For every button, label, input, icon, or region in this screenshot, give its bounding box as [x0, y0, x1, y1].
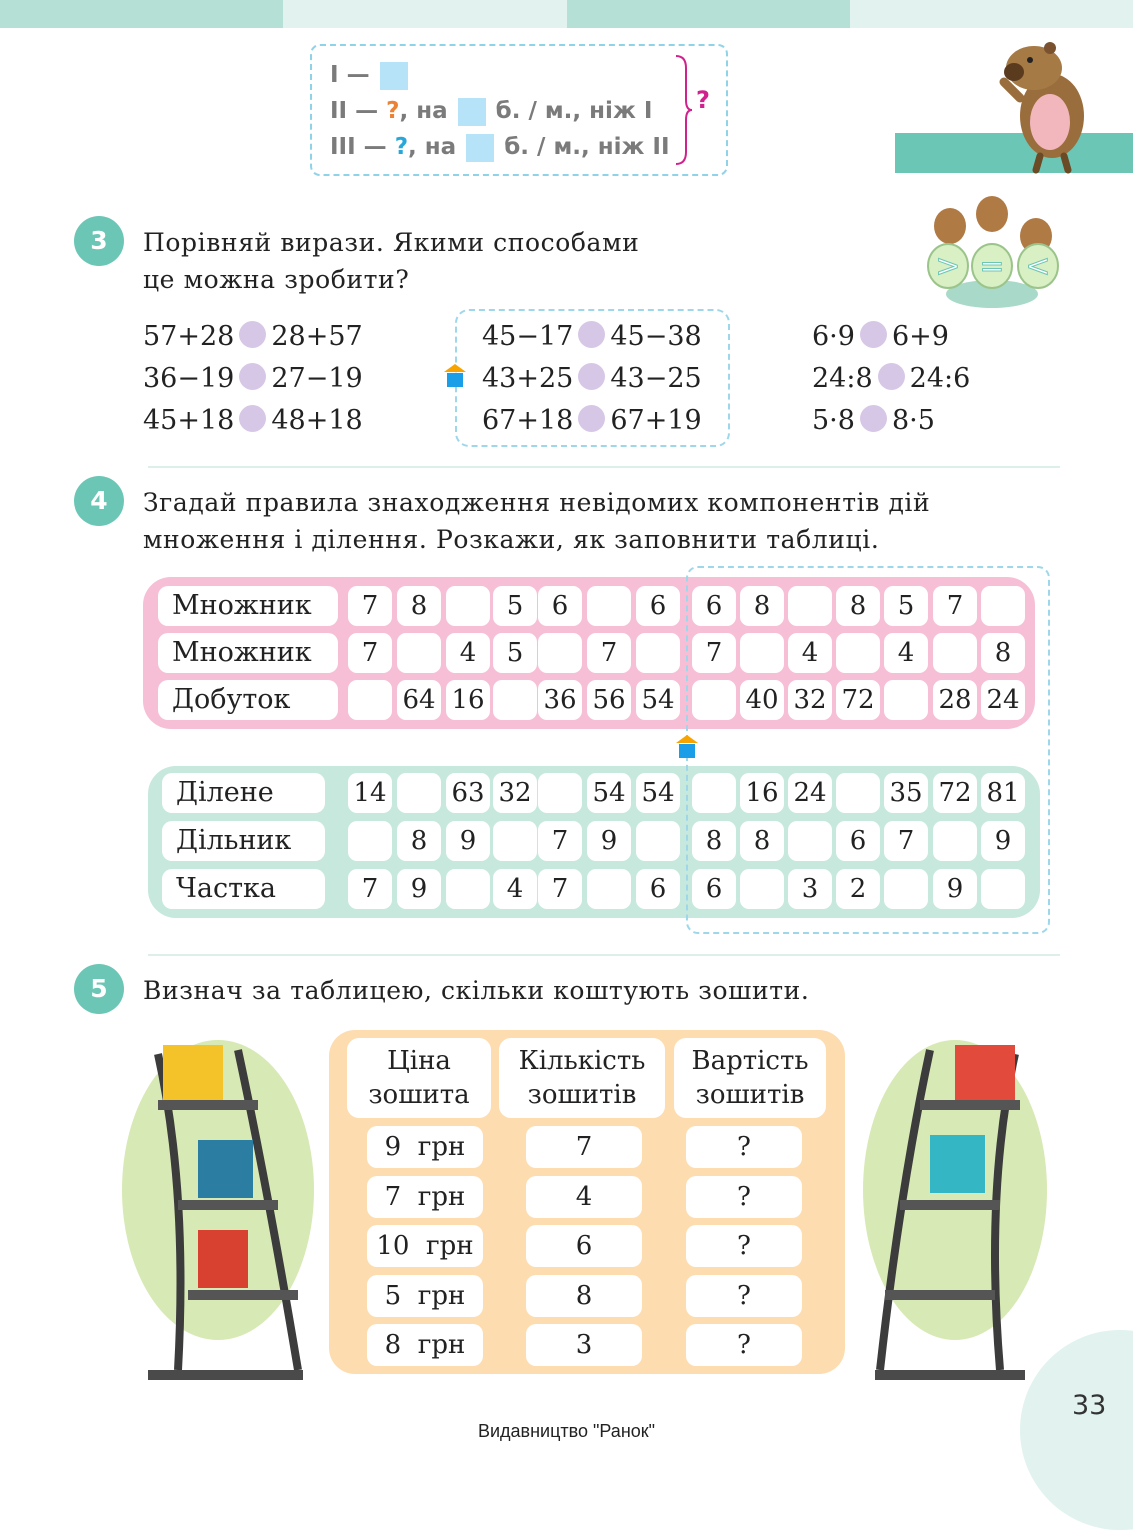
- multiplication-cell[interactable]: [587, 586, 631, 626]
- multiplication-cell: 36: [538, 680, 582, 720]
- multiplication-cell: 8: [740, 586, 784, 626]
- multiplication-row-label: Множник: [158, 633, 338, 673]
- division-cell: 14: [348, 773, 392, 813]
- multiplication-cell[interactable]: [933, 633, 977, 673]
- expression-right: 28+57: [271, 321, 363, 352]
- multiplication-cell[interactable]: [740, 633, 784, 673]
- multiplication-cell: 5: [884, 586, 928, 626]
- division-cell[interactable]: [692, 773, 736, 813]
- cost-answer-cell[interactable]: ?: [686, 1225, 802, 1267]
- blank-square: [380, 62, 408, 90]
- multiplication-row-label: Множник: [158, 586, 338, 626]
- multiplication-cell: 7: [587, 633, 631, 673]
- scheme-line-1: [330, 60, 410, 90]
- comparison-circle[interactable]: [239, 321, 266, 348]
- division-cell: 35: [884, 773, 928, 813]
- section-divider: [148, 954, 1060, 956]
- division-cell: 9: [981, 821, 1025, 861]
- header-line: Ціна: [387, 1046, 451, 1076]
- division-cell: 7: [348, 869, 392, 909]
- expression-right: 24:6: [909, 363, 971, 394]
- top-bar-segment-2: [283, 0, 567, 28]
- multiplication-cell: 5: [493, 586, 537, 626]
- multiplication-cell: 8: [397, 586, 441, 626]
- division-cell: 7: [538, 869, 582, 909]
- division-cell: 24: [788, 773, 832, 813]
- multiplication-cell[interactable]: [692, 680, 736, 720]
- scheme-line-3-tail: б. / м., ніж II: [504, 134, 670, 160]
- comparison-row: [812, 318, 949, 356]
- notebook-shelf-left-icon: [118, 1040, 318, 1385]
- price-table-cell: 7: [526, 1126, 642, 1168]
- notebook-shelf-right-icon: [860, 1040, 1050, 1385]
- comparison-circle[interactable]: [860, 405, 887, 432]
- multiplication-cell[interactable]: [884, 680, 928, 720]
- price-table-cell: 6: [526, 1225, 642, 1267]
- condition-scheme: [310, 44, 728, 176]
- multiplication-cell: 4: [884, 633, 928, 673]
- multiplication-cell[interactable]: [981, 586, 1025, 626]
- multiplication-cell: 72: [836, 680, 880, 720]
- multiplication-cell: 7: [348, 586, 392, 626]
- division-cell: 32: [493, 773, 537, 813]
- multiplication-cell: 40: [740, 680, 784, 720]
- division-cell: 6: [692, 869, 736, 909]
- multiplication-cell: 7: [933, 586, 977, 626]
- publisher-footer: Видавництво "Ранок": [477, 1421, 656, 1441]
- expression-left: 67+18: [482, 405, 574, 436]
- task-number-4: 4: [74, 476, 124, 526]
- division-cell[interactable]: [348, 821, 392, 861]
- scheme-line-2-label: II —: [330, 98, 379, 124]
- expression-left: 5·8: [812, 405, 855, 436]
- division-cell: 72: [933, 773, 977, 813]
- multiplication-cell[interactable]: [397, 633, 441, 673]
- comparison-row: [143, 318, 363, 356]
- expression-right: 8·5: [891, 405, 935, 436]
- division-cell[interactable]: [884, 869, 928, 909]
- multiplication-cell[interactable]: [538, 633, 582, 673]
- division-cell: 54: [636, 773, 680, 813]
- comparison-signs-mascot-icon: [920, 196, 1070, 311]
- price-table-cell: 4: [526, 1176, 642, 1218]
- header-line: Кількість: [518, 1046, 646, 1076]
- division-cell[interactable]: [788, 821, 832, 861]
- multiplication-cell[interactable]: [493, 680, 537, 720]
- division-cell[interactable]: [933, 821, 977, 861]
- division-cell: 81: [981, 773, 1025, 813]
- multiplication-row-label: Добуток: [158, 680, 338, 720]
- price-table-header: [499, 1038, 665, 1118]
- comparison-circle[interactable]: [239, 405, 266, 432]
- comparison-row: [812, 360, 970, 398]
- scheme-line-3: [330, 132, 670, 162]
- division-cell[interactable]: [740, 869, 784, 909]
- expression-right: 43−25: [610, 363, 702, 394]
- brace-icon: [674, 54, 694, 166]
- expression-left: 6·9: [812, 321, 855, 352]
- sign-equals: =: [979, 249, 1005, 284]
- task-4-text-line-1: Згадай правила знаходження невідомих компонентів дій: [143, 488, 931, 517]
- cost-answer-cell[interactable]: ?: [686, 1275, 802, 1317]
- expression-left: 43+25: [482, 363, 574, 394]
- section-divider: [148, 466, 1060, 468]
- expression-right: 45−38: [610, 321, 702, 352]
- price-table-cell: 7 грн: [367, 1176, 483, 1218]
- header-line: зошитів: [527, 1080, 637, 1110]
- header-line: зошитів: [695, 1080, 805, 1110]
- division-cell[interactable]: [493, 821, 537, 861]
- dashed-group-box: [455, 309, 730, 447]
- multiplication-cell[interactable]: [788, 586, 832, 626]
- task-5-text: Визнач за таблицею, скільки коштують зошити.: [143, 976, 810, 1005]
- top-bar-segment-3: [567, 0, 850, 28]
- comparison-row: [143, 360, 363, 398]
- scheme-question: ?: [386, 98, 400, 124]
- sign-less: <: [1025, 249, 1051, 284]
- comparison-circle[interactable]: [239, 363, 266, 390]
- division-cell[interactable]: [538, 773, 582, 813]
- task-number-3: 3: [74, 216, 124, 266]
- price-table-header: [674, 1038, 826, 1118]
- price-table-cell: 5 грн: [367, 1275, 483, 1317]
- comparison-circle[interactable]: [860, 321, 887, 348]
- multiplication-cell[interactable]: [636, 633, 680, 673]
- top-bar-segment-4: [850, 0, 1133, 28]
- division-cell: 8: [692, 821, 736, 861]
- header-line: Вартість: [691, 1046, 809, 1076]
- division-cell[interactable]: [587, 869, 631, 909]
- division-cell[interactable]: [446, 869, 490, 909]
- scheme-line-2-tail: б. / м., ніж I: [495, 98, 653, 124]
- comparison-row: [812, 402, 935, 440]
- comparison-circle[interactable]: [878, 363, 905, 390]
- price-table-header: [347, 1038, 491, 1118]
- division-cell[interactable]: [836, 773, 880, 813]
- scheme-total-question: ?: [696, 86, 710, 114]
- blank-square: [458, 98, 486, 126]
- multiplication-cell: 7: [348, 633, 392, 673]
- task-3-text-line-2: це можна зробити?: [143, 265, 410, 294]
- division-cell: 9: [587, 821, 631, 861]
- header-line: зошита: [368, 1080, 470, 1110]
- multiplication-cell: 8: [836, 586, 880, 626]
- scheme-question: ?: [394, 134, 409, 160]
- multiplication-cell: 8: [981, 633, 1025, 673]
- price-table-cell: 8 грн: [367, 1324, 483, 1366]
- price-table-cell: 3: [526, 1324, 642, 1366]
- division-cell[interactable]: [981, 869, 1025, 909]
- house-marker-icon: [444, 364, 466, 388]
- house-marker-icon: [676, 735, 698, 759]
- division-row-label: Дільник: [162, 821, 325, 861]
- expression-right: 48+18: [271, 405, 363, 436]
- division-cell: 6: [836, 821, 880, 861]
- price-table-cell: 9 грн: [367, 1126, 483, 1168]
- task-3-text: [143, 224, 639, 298]
- division-cell: 6: [636, 869, 680, 909]
- expression-left: 57+28: [143, 321, 235, 352]
- task-number-5: 5: [74, 964, 124, 1014]
- scheme-line-2-na: , на: [399, 98, 448, 124]
- division-cell: 54: [587, 773, 631, 813]
- capybara-mascot-icon: [992, 38, 1112, 174]
- division-cell: 2: [836, 869, 880, 909]
- comparison-row: [143, 402, 363, 440]
- multiplication-cell: 6: [636, 586, 680, 626]
- multiplication-cell: 4: [446, 633, 490, 673]
- division-cell: 3: [788, 869, 832, 909]
- cost-answer-cell[interactable]: ?: [686, 1126, 802, 1168]
- price-table-cell: 10 грн: [367, 1225, 483, 1267]
- division-row-label: Частка: [162, 869, 325, 909]
- division-cell[interactable]: [397, 773, 441, 813]
- multiplication-cell: 7: [692, 633, 736, 673]
- expression-right: 27−19: [271, 363, 363, 394]
- cost-answer-cell[interactable]: ?: [686, 1324, 802, 1366]
- top-bar-segment-1: [0, 0, 283, 28]
- division-row-label: Ділене: [162, 773, 325, 813]
- multiplication-cell: 54: [636, 680, 680, 720]
- multiplication-cell: 5: [493, 633, 537, 673]
- scheme-line-2: [330, 96, 652, 126]
- page-number: 33: [1072, 1390, 1107, 1421]
- multiplication-cell: 16: [446, 680, 490, 720]
- division-cell: 7: [538, 821, 582, 861]
- division-cell: 9: [933, 869, 977, 909]
- blank-square: [466, 134, 494, 162]
- division-cell: 9: [446, 821, 490, 861]
- task-3-text-line-1: Порівняй вирази. Якими способами: [143, 228, 640, 257]
- expression-right: 6+9: [891, 321, 949, 352]
- division-cell: 7: [884, 821, 928, 861]
- task-4-text-line-2: множення і ділення. Розкажи, як заповнити таблиці.: [143, 525, 880, 554]
- price-table-cell: 8: [526, 1275, 642, 1317]
- scheme-line-1-text: I —: [330, 62, 370, 88]
- division-cell[interactable]: [636, 821, 680, 861]
- division-cell: 8: [740, 821, 784, 861]
- multiplication-cell: 4: [788, 633, 832, 673]
- task-4-text: [143, 484, 930, 558]
- expression-left: 45+18: [143, 405, 235, 436]
- expression-right: 67+19: [610, 405, 702, 436]
- multiplication-cell: 32: [788, 680, 832, 720]
- division-cell: 63: [446, 773, 490, 813]
- multiplication-cell[interactable]: [348, 680, 392, 720]
- division-cell: 8: [397, 821, 441, 861]
- division-cell: 4: [493, 869, 537, 909]
- expression-left: 45−17: [482, 321, 574, 352]
- division-cell: 9: [397, 869, 441, 909]
- division-cell: 16: [740, 773, 784, 813]
- scheme-line-3-label: III —: [330, 134, 387, 160]
- sign-greater: >: [935, 249, 961, 284]
- multiplication-cell[interactable]: [836, 633, 880, 673]
- multiplication-cell: 24: [981, 680, 1025, 720]
- expression-left: 24:8: [812, 363, 873, 394]
- multiplication-cell: 6: [692, 586, 736, 626]
- cost-answer-cell[interactable]: ?: [686, 1176, 802, 1218]
- multiplication-cell: 64: [397, 680, 441, 720]
- expression-left: 36−19: [143, 363, 235, 394]
- scheme-line-3-na: , на: [408, 134, 457, 160]
- multiplication-cell[interactable]: [446, 586, 490, 626]
- multiplication-cell: 56: [587, 680, 631, 720]
- multiplication-cell: 6: [538, 586, 582, 626]
- multiplication-cell: 28: [933, 680, 977, 720]
